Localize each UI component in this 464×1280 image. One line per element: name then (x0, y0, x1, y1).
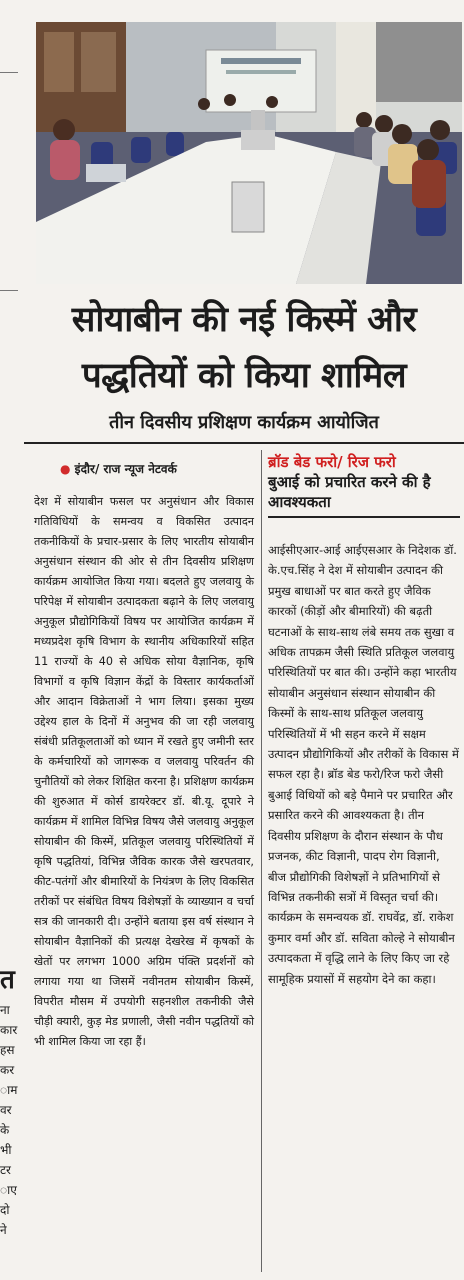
fragment-word: भी (0, 1143, 12, 1157)
fragment-word: हस (0, 1043, 15, 1057)
sidebar-heading (268, 452, 460, 518)
headline-line: पद्धतियों को किया शामिल (81, 356, 407, 396)
sidebar-heading-rule (268, 516, 460, 518)
sidebar-heading-red: ब्रॉड बेड फरो/ रिज फरो (268, 453, 396, 471)
column-rule (0, 72, 18, 73)
bullet-icon: ● (60, 462, 71, 476)
fragment-word: कार (0, 1023, 18, 1037)
fragment-word: दो (0, 1203, 10, 1217)
headline-rule (24, 442, 464, 444)
sidebar-body: आईसीएआर-आई आईएसआर के निदेशक डॉ. के.एच.सिंह ने देश में सोयाबीन उत्पादन की प्रमुख बाधाओं पर बात करते हुए जैविक कारकों (कीड़ों और बीमारियों) की बढ़ती घटनाओं के साथ-साथ लंबे समय तक सुखा व अधिक तापक्रम जैसी स्थिति प्रतिकूल जलवायु परिस्थितियों पर बात की। उन्होंने कहा भारतीय सोयाबीन अनुसंधान संस्थान सोयाबीन की किस्मों के साथ-साथ प्रतिकूल जलवायु परिस्थितियों में भी सहन करने में सक्षम उत्पादन प्रौद्योगिकियों और तरीकों के विकास में सफल रहा है। ब्रॉड बेड फरो/रिज फरो जैसी बुआई विधियों को बड़े पैमाने पर प्रचारित और प्रसारित करने की आवश्यकता है। तीन दिवसीय प्रशिक्षण के दौरान संस्थान के पौध प्रजनक, कीट विज्ञानी, पादप रोग विज्ञानी, बीज प्रौद्योगिकी विशेषज्ञों ने प्रतिभागियों से विभिन्न तकनीकी सत्रों में विस्तृत चर्चा की। कार्यक्रम के समन्वयक डॉ. राघवेंद्र, डॉ. राकेश कुमार वर्मा और डॉ. सविता कोल्हे ने सोयाबीन उत्पादकता में वृद्धि लाने के लिए किए जा रहे सामूहिक प्रयासों में सहयोग देने का कहा। (268, 543, 459, 986)
news-photo (36, 22, 462, 284)
fragment-word: ना (0, 1003, 10, 1017)
byline-text: इंदौर/ राज न्यूज नेटवर्क (74, 462, 177, 476)
fragment-word: कर (0, 1063, 15, 1077)
fragment-word: टर (0, 1163, 11, 1177)
column-divider (261, 450, 262, 1272)
headline (24, 292, 464, 404)
fragment-word: ने (0, 1223, 7, 1237)
fragment-word: के (0, 1123, 10, 1137)
sidebar-heading-black: बुआई को प्रचारित करने की है आवश्यकता (268, 473, 431, 511)
column-rule (0, 290, 18, 291)
subheadline: तीन दिवसीय प्रशिक्षण कार्यक्रम आयोजित (109, 412, 379, 433)
adjacent-text-fragment (0, 1000, 18, 1240)
adjacent-headline-fragment: त (0, 965, 15, 995)
byline (60, 460, 177, 477)
article-body: देश में सोयाबीन फसल पर अनुसंधान और विकास गतिविधियों के समन्वय व विकसित उत्पादन तकनीकियों के प्रचार-प्रसार के लिए भारतीय सोयाबीन अनुसंधान संस्थान की ओर से तीन दिवसीय प्रशिक्षण कार्यक्रम आयोजित किया गया। बदलते हुए जलवायु के परिपेक्ष में सोयाबीन उत्पादकता बढ़ाने के लिए जलवायु अनुकूल प्रौद्योगिकियों विषय पर आयोजित कार्यक्रम में मध्यप्रदेश कृषि विभाग के स्थानीय अधिकारियों सहित 11 राज्यों के 40 से अधिक सोया वैज्ञानिक, कृषि विभागों व कृषि विज्ञान केंद्रों के विस्तार कार्यकर्ताओं और आदान विक्रेताओं ने भाग लिया। इसका मुख्य उद्देश्य हाल के दिनों में अनुभव की जा रही जलवायु संबंधी प्रतिकूलताओं को ध्यान में रखते हुए जमीनी स्तर के कर्मचारियों को जागरूक व जलवायु परिवर्तन की चुनौतियों को लेकर शिक्षित करना है। प्रशिक्षण कार्यक्रम की शुरुआत में कोर्स डायरेक्टर डॉ. बी.यू. दूपारे ने कार्यक्रम में शामिल विभिन्न विषय जैसे जलवायु अनुकूल सोयाबीन की किस्में, प्रतिकूल जलवायु परिस्थितियों में कृषि पद्धतियां, विभिन्न जैविक कारक जैसे खरपतवार, कीट-पतंगों और बीमारियों के नियंत्रण के लिए विकसित तरीकों पर संबंधित विषय विशेषज्ञों के व्याख्यान व चर्चा सत्र की जानकारी दी। उन्होंने बताया इस वर्ष संस्थान ने सोयाबीन वैज्ञानिकों की प्रत्यक्ष देखरेख में कृषकों के खेतों पर लगभग 1000 अग्रिम पंक्ति प्रदर्शनों को लगाया गया था जिसमें नवीनतम सोयाबीन किस्में, विपरीत मौसम में उपयोगी सहनशील तकनीकी जैसे चौड़ी क्यारी, कुड़ मेड प्रणाली, जैसी नवीन पद्धतियों को भी शामिल किया जा रहा हैं। (34, 495, 254, 1048)
headline-line: सोयाबीन की नई किस्में और (71, 300, 417, 340)
fragment-word: वर (0, 1103, 12, 1117)
fragment-word: ाए (0, 1183, 17, 1197)
fragment-word: ाम (0, 1083, 18, 1097)
conference-room-illustration (36, 22, 462, 284)
adjacent-column-fragment (0, 0, 20, 1280)
